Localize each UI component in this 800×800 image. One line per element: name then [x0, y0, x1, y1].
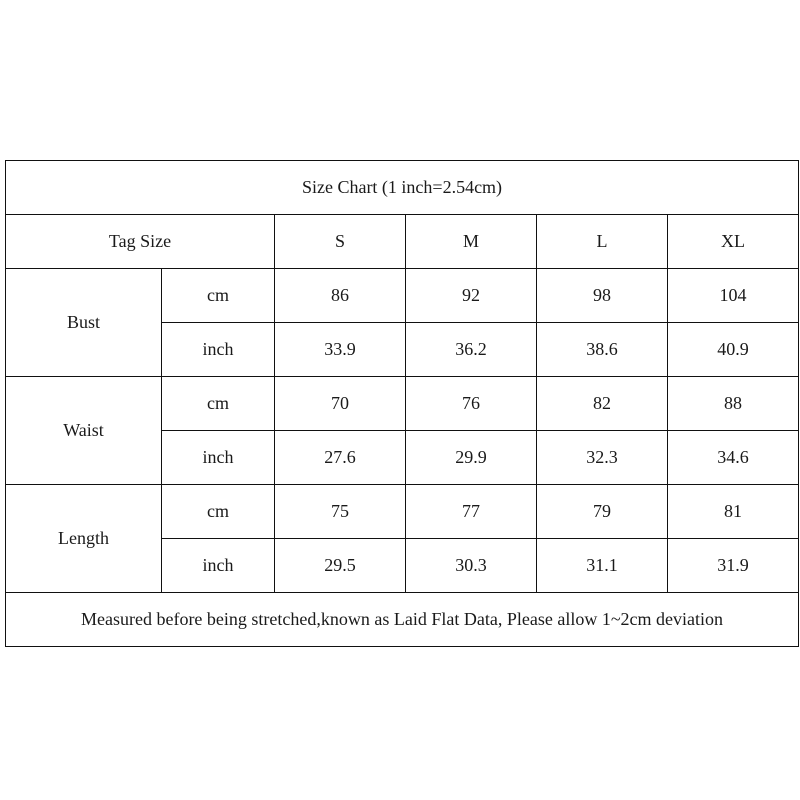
size-header-xl: XL [668, 215, 799, 269]
value-cell: 88 [668, 377, 799, 431]
tag-size-header: Tag Size [6, 215, 275, 269]
unit-cell: inch [162, 323, 275, 377]
chart-title: Size Chart (1 inch=2.54cm) [6, 161, 799, 215]
value-cell: 31.9 [668, 539, 799, 593]
unit-cell: inch [162, 431, 275, 485]
value-cell: 104 [668, 269, 799, 323]
value-cell: 30.3 [406, 539, 537, 593]
size-chart-container [5, 160, 798, 647]
value-cell: 98 [537, 269, 668, 323]
value-cell: 86 [275, 269, 406, 323]
footer-row [6, 593, 799, 647]
value-cell: 40.9 [668, 323, 799, 377]
title-row [6, 161, 799, 215]
value-cell: 32.3 [537, 431, 668, 485]
value-cell: 31.1 [537, 539, 668, 593]
value-cell: 92 [406, 269, 537, 323]
value-cell: 33.9 [275, 323, 406, 377]
size-header-s: S [275, 215, 406, 269]
table-row [6, 269, 799, 323]
value-cell: 81 [668, 485, 799, 539]
row-label-length: Length [6, 485, 162, 593]
value-cell: 36.2 [406, 323, 537, 377]
header-row [6, 215, 799, 269]
unit-cell: cm [162, 485, 275, 539]
value-cell: 34.6 [668, 431, 799, 485]
value-cell: 76 [406, 377, 537, 431]
row-label-bust: Bust [6, 269, 162, 377]
table-row [6, 377, 799, 431]
unit-cell: inch [162, 539, 275, 593]
value-cell: 77 [406, 485, 537, 539]
size-chart-table [5, 160, 799, 647]
value-cell: 70 [275, 377, 406, 431]
value-cell: 79 [537, 485, 668, 539]
value-cell: 27.6 [275, 431, 406, 485]
value-cell: 75 [275, 485, 406, 539]
value-cell: 29.5 [275, 539, 406, 593]
row-label-waist: Waist [6, 377, 162, 485]
size-header-m: M [406, 215, 537, 269]
table-row [6, 485, 799, 539]
unit-cell: cm [162, 377, 275, 431]
unit-cell: cm [162, 269, 275, 323]
size-header-l: L [537, 215, 668, 269]
value-cell: 29.9 [406, 431, 537, 485]
value-cell: 38.6 [537, 323, 668, 377]
value-cell: 82 [537, 377, 668, 431]
footer-note: Measured before being stretched,known as Laid Flat Data, Please allow 1~2cm deviation [6, 593, 799, 647]
